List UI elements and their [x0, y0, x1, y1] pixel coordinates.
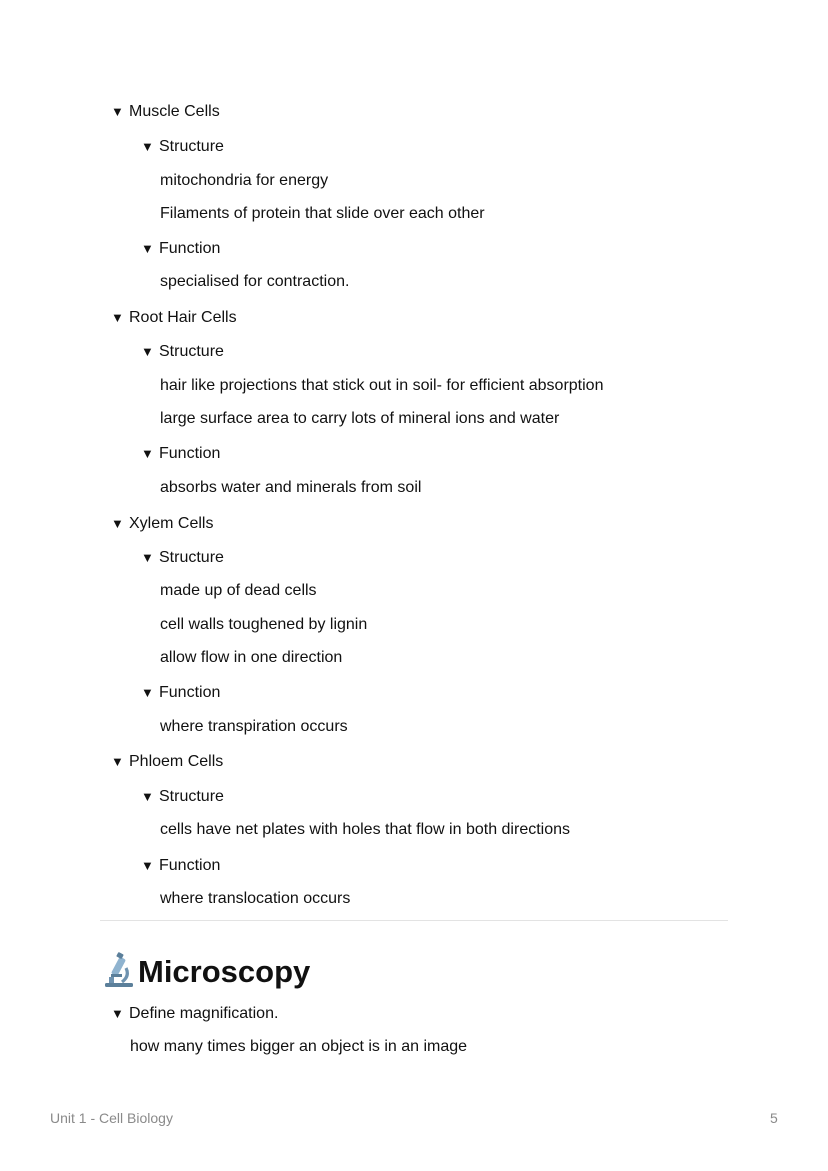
- toggle-root-hair-cells[interactable]: [111, 308, 237, 328]
- list-item: cells have net plates with holes that flow in both directions: [160, 821, 571, 838]
- section-heading: [102, 952, 310, 992]
- toggle-triangle-icon: ▼: [141, 241, 154, 256]
- list-item: allow flow in one direction: [160, 649, 343, 666]
- toggle-label: Structure: [159, 138, 224, 155]
- toggle-function[interactable]: [141, 683, 220, 703]
- toggle-triangle-icon: ▼: [141, 550, 154, 565]
- toggle-triangle-icon: ▼: [141, 858, 154, 873]
- toggle-structure[interactable]: [141, 137, 224, 157]
- toggle-structure[interactable]: [141, 548, 224, 568]
- list-item: made up of dead cells: [160, 582, 317, 599]
- toggle-structure[interactable]: [141, 787, 224, 807]
- toggle-title: Muscle Cells: [129, 103, 220, 120]
- toggle-answer: how many times bigger an object is in an image: [130, 1038, 468, 1055]
- list-item: Filaments of protein that slide over each other: [160, 205, 485, 222]
- toggle-title: Xylem Cells: [129, 515, 214, 532]
- list-item: cell walls toughened by lignin: [160, 616, 368, 633]
- footer-unit-title: Unit 1 - Cell Biology: [50, 1110, 173, 1126]
- toggle-function[interactable]: [141, 239, 220, 259]
- toggle-triangle-icon: ▼: [111, 1006, 124, 1021]
- toggle-define-magnification[interactable]: [111, 1004, 278, 1024]
- list-item: mitochondria for energy: [160, 172, 329, 189]
- toggle-triangle-icon: ▼: [141, 446, 154, 461]
- toggle-triangle-icon: ▼: [141, 139, 154, 154]
- toggle-function[interactable]: [141, 856, 220, 876]
- toggle-title: Root Hair Cells: [129, 309, 237, 326]
- toggle-label: Structure: [159, 788, 224, 805]
- toggle-triangle-icon: ▼: [111, 754, 124, 769]
- toggle-xylem-cells[interactable]: [111, 514, 213, 534]
- list-item: hair like projections that stick out in soil- for efficient absorption: [160, 377, 604, 394]
- toggle-triangle-icon: ▼: [111, 104, 124, 119]
- toggle-function[interactable]: [141, 444, 220, 464]
- list-item: large surface area to carry lots of mineral ions and water: [160, 410, 560, 427]
- toggle-label: Structure: [159, 549, 224, 566]
- microscope-icon: [102, 952, 136, 988]
- toggle-label: Function: [159, 240, 221, 257]
- list-item: specialised for contraction.: [160, 273, 350, 290]
- toggle-label: Function: [159, 445, 221, 462]
- toggle-triangle-icon: ▼: [141, 344, 154, 359]
- toggle-phloem-cells[interactable]: [111, 752, 223, 772]
- toggle-triangle-icon: ▼: [141, 685, 154, 700]
- section-heading-text: Microscopy: [138, 954, 311, 989]
- toggle-label: Structure: [159, 343, 224, 360]
- toggle-title: Define magnification.: [129, 1005, 279, 1022]
- toggle-title: Phloem Cells: [129, 753, 224, 770]
- list-item: where translocation occurs: [160, 890, 351, 907]
- toggle-muscle-cells[interactable]: [111, 102, 220, 122]
- divider: [100, 920, 728, 921]
- toggle-structure[interactable]: [141, 342, 224, 362]
- footer-page-number: 5: [770, 1110, 778, 1126]
- toggle-triangle-icon: ▼: [111, 310, 124, 325]
- list-item: absorbs water and minerals from soil: [160, 479, 422, 496]
- toggle-triangle-icon: ▼: [111, 516, 124, 531]
- toggle-label: Function: [159, 684, 221, 701]
- toggle-label: Function: [159, 857, 221, 874]
- toggle-triangle-icon: ▼: [141, 789, 154, 804]
- list-item: where transpiration occurs: [160, 718, 348, 735]
